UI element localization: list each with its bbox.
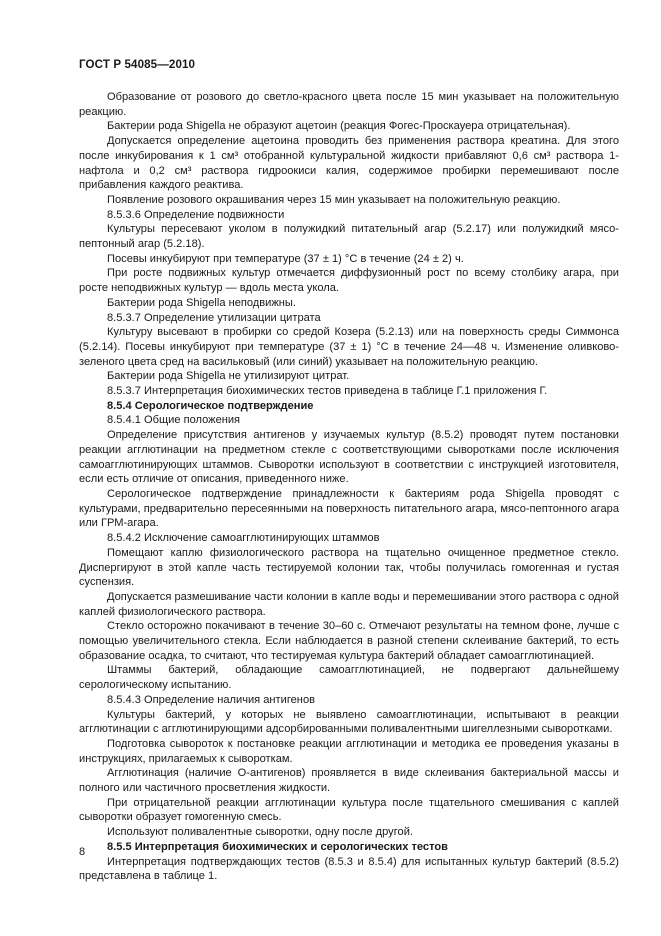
paragraph: Культуры бактерий, у которых не выявлено самоагглютинации, испытывают в реакции агглютинации с агглютинирующими адсорбированными поливалентными шигеллезными сыворотками. xyxy=(79,708,619,736)
paragraph: Посевы инкубируют при температуре (37 ± 1) °С в течение (24 ± 2) ч. xyxy=(107,252,464,265)
paragraph: 8.5.3.7 Интерпретация биохимических тестов приведена в таблице Г.1 приложения Г. xyxy=(107,385,548,398)
paragraph: При отрицательной реакции агглютинации культура после тщательного смешивания с каплей сыворотки образует гомогенную смесь. xyxy=(79,796,619,824)
section-heading: 8.5.4.2 Исключение самоагглютинирующих штаммов xyxy=(107,532,380,545)
paragraph: Бактерии рода Shigella неподвижны. xyxy=(107,296,296,309)
paragraph: Определение присутствия антигенов у изучаемых культур (8.5.2) проводят путем постановки реакции агглютинации на предметном стекле с соответствующими сыворотками после исключения самоагглютинирующих штаммов. Сыворотки используют в соответствии с инструкцией изготовителя, если есть отличие от описания, приведенного ниже. xyxy=(79,429,619,486)
paragraph: Помещают каплю физиологического раствора на тщательно очищенное предметное стекло. Диспергируют в этой капле часть тестируемой колонии так, чтобы получилась гомогенная и густая суспензия. xyxy=(79,546,619,589)
section-heading-bold: 8.5.4 Серологическое подтверждение xyxy=(107,399,314,412)
paragraph: При росте подвижных культур отмечается диффузионный рост по всему столбику агара, при росте неподвижных культур — вдоль места укола. xyxy=(79,267,619,295)
section-heading: 8.5.4.3 Определение наличия антигенов xyxy=(107,693,316,706)
paragraph: Культуры пересевают уколом в полужидкий питательный агар (5.2.17) или полужидкий мясо-пептонный агар (5.2.18). xyxy=(79,223,619,251)
paragraph: Культуру высевают в пробирки со средой Козера (5.2.13) или на поверхность среды Симмонса (5.2.14). Посевы инкубируют при температуре (37 ± 1) °С в течение 24—48 ч. Изменение оливково-зеленого цвета сред на васильковый (или синий) указывает на положительную реакцию. xyxy=(79,326,619,368)
paragraph: Серологическое подтверждение принадлежности к бактериям рода Shigella проводят с культурами, предварительно пересеянными на поверхность питательного агара, мясо-пептонного агара или ГРМ-агара. xyxy=(79,487,619,530)
page-number: 8 xyxy=(79,846,86,858)
paragraph: Агглютинация (наличие О-антигенов) проявляется в виде склеивания бактериальной массы и полного или частичного просветления жидкости. xyxy=(79,767,619,795)
section-heading: 8.5.4.1 Общие положения xyxy=(107,414,241,427)
section-heading-bold: 8.5.5 Интерпретация биохимических и серологических тестов xyxy=(107,840,448,853)
section-heading: 8.5.3.6 Определение подвижности xyxy=(107,208,285,221)
paragraph: Используют поливалентные сыворотки, одну после другой. xyxy=(107,826,413,839)
paragraph: Бактерии рода Shigella не утилизируют цитрат. xyxy=(107,370,350,383)
paragraph: Штаммы бактерий, обладающие самоагглютинацией, не подвергают дальнейшему серологическому испытанию. xyxy=(79,664,619,692)
paragraph: Допускается размешивание части колонии в капле воды и перемешивании этого раствора с одной каплей физиологического раствора. xyxy=(79,590,619,618)
paragraph: Стекло осторожно покачивают в течение 30–60 с. Отмечают результаты на темном фоне, лучше с помощью увеличительного стекла. Если наблюдается в разной степени склеивание бактерий, то есть образование осадка, то считают, что тестируемая культура бактерий обладает самоагглютинацией. xyxy=(79,620,619,662)
paragraph: Образование от розового до светло-красного цвета после 15 мин указывает на положительную реакцию. xyxy=(79,91,619,118)
paragraph: Интерпретация подтверждающих тестов (8.5.3 и 8.5.4) для испытанных культур бактерий (8.5.2) представлена в таблице 1. xyxy=(79,855,619,883)
section-heading: 8.5.3.7 Определение утилизации цитрата xyxy=(107,311,321,324)
document-body xyxy=(79,90,619,884)
document-header: ГОСТ Р 54085—2010 xyxy=(79,58,196,71)
paragraph: Бактерии рода Shigella не образуют ацетоин (реакция Фогес-Проскауера отрицательная). xyxy=(107,120,571,133)
paragraph: Допускается определение ацетоина проводить без применения раствора креатина. Для этого после инкубирования к 1 см³ отобранной культуральной жидкости прибавляют 0,6 см³ раствора 1-нафтола и 0,2 см³ раствора гидроокиси калия, содержимое пробирки перемешивают после прибавления каждого реактива. xyxy=(79,135,619,192)
paragraph: Подготовка сывороток к постановке реакции агглютинации и методика ее проведения указаны в инструкциях, прилагаемых к сывороткам. xyxy=(79,737,619,765)
paragraph: Появление розового окрашивания через 15 мин указывает на положительную реакцию. xyxy=(107,193,561,206)
